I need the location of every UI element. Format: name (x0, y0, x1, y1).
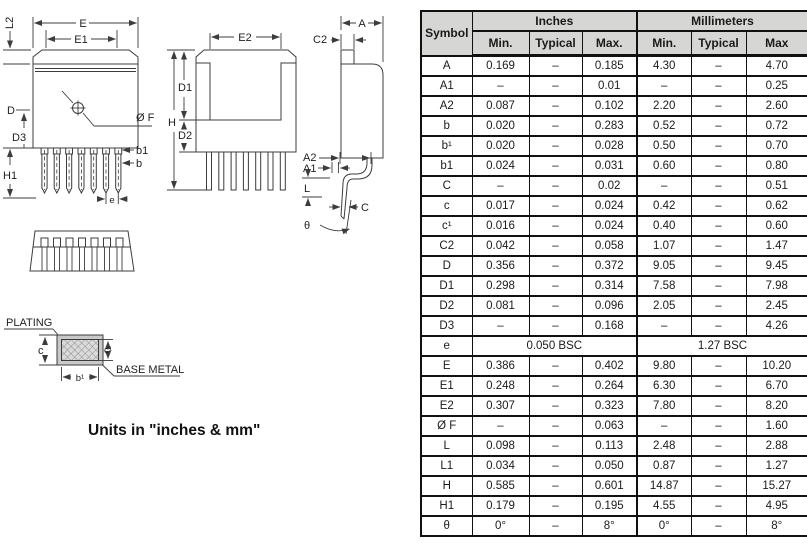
dimension-table (420, 10, 807, 537)
lead (268, 152, 273, 190)
value-cell: – (529, 176, 582, 196)
value-cell: – (637, 416, 691, 436)
symbol-cell: A2 (421, 96, 472, 116)
value-cell: – (529, 256, 582, 276)
table-row (421, 256, 807, 276)
value-cell: 0.042 (472, 236, 529, 256)
table-row (421, 236, 807, 256)
base-metal-label: BASE METAL (116, 364, 185, 376)
value-cell: 1.27 BSC (637, 336, 807, 356)
value-cell: 7.58 (637, 276, 691, 296)
lead (243, 152, 248, 190)
lead-cross-section (4, 317, 184, 384)
table-row (421, 116, 807, 136)
lead (231, 152, 236, 190)
front-tab (33, 50, 138, 64)
value-cell: 7.98 (746, 276, 807, 296)
value-cell: – (637, 76, 691, 96)
value-cell: 0.113 (582, 436, 637, 456)
symbol-cell: A1 (421, 76, 472, 96)
lead (53, 148, 60, 193)
value-cell: – (529, 116, 582, 136)
value-cell: 0.050 BSC (472, 336, 637, 356)
symbol-cell: A (421, 56, 472, 77)
label-D: D (7, 105, 15, 117)
symbol-cell: Ø F (421, 416, 472, 436)
inches-typical-header: Typical (529, 31, 582, 56)
value-cell: 1.07 (637, 236, 691, 256)
label-hole-diameter: Ø F (136, 112, 155, 124)
value-cell: – (529, 276, 582, 296)
value-cell: – (529, 56, 582, 77)
lead (219, 152, 224, 190)
value-cell: – (691, 256, 746, 276)
value-cell: 0.62 (746, 196, 807, 216)
lead (256, 152, 261, 190)
value-cell: 0.098 (472, 436, 529, 456)
symbol-cell: c (421, 196, 472, 216)
value-cell: 4.95 (746, 496, 807, 516)
table-row (421, 476, 807, 496)
value-cell: 0.02 (582, 176, 637, 196)
value-cell: – (691, 516, 746, 536)
value-cell: 0.081 (472, 296, 529, 316)
table-row (421, 436, 807, 456)
value-cell: 0.52 (637, 116, 691, 136)
bottom-body (30, 231, 134, 271)
table-row (421, 356, 807, 376)
label-c: c (38, 345, 44, 357)
mm-typical-header: Typical (691, 31, 746, 56)
value-cell: – (472, 176, 529, 196)
value-cell: – (529, 236, 582, 256)
value-cell: – (691, 176, 746, 196)
front-view (3, 15, 155, 206)
value-cell: – (529, 296, 582, 316)
label-E1: E1 (74, 34, 88, 46)
value-cell: 0.283 (582, 116, 637, 136)
label-L: L (304, 183, 311, 195)
value-cell: 0.42 (637, 196, 691, 216)
value-cell: – (691, 116, 746, 136)
value-cell: 0.020 (472, 136, 529, 156)
label-c1: c¹ (104, 345, 112, 356)
symbol-cell: L1 (421, 456, 472, 476)
lead-slot (66, 238, 73, 271)
front-leads (41, 148, 122, 193)
label-C: C (361, 202, 369, 214)
inches-max-header: Max. (582, 31, 637, 56)
table-row (421, 156, 807, 176)
symbol-cell: H1 (421, 496, 472, 516)
value-cell: – (529, 396, 582, 416)
value-cell: – (691, 196, 746, 216)
value-cell: 0.72 (746, 116, 807, 136)
value-cell: 0.60 (637, 156, 691, 176)
value-cell: – (691, 136, 746, 156)
label-D3: D3 (12, 132, 27, 144)
value-cell: – (529, 516, 582, 536)
table-row (421, 496, 807, 516)
table-header (421, 11, 807, 56)
value-cell: 8° (582, 516, 637, 536)
label-D2: D2 (178, 130, 193, 142)
value-cell: – (691, 276, 746, 296)
value-cell: – (691, 236, 746, 256)
value-cell: – (472, 316, 529, 336)
value-cell: 2.20 (637, 96, 691, 116)
value-cell: 0.87 (637, 456, 691, 476)
symbol-cell: e (421, 336, 472, 356)
value-cell: 9.80 (637, 356, 691, 376)
value-cell: 0.40 (637, 216, 691, 236)
symbol-cell: E1 (421, 376, 472, 396)
dimension-table-body (421, 56, 807, 537)
table-row (421, 56, 807, 77)
value-cell: – (529, 496, 582, 516)
table-row (421, 336, 807, 356)
label-b: b (136, 158, 143, 170)
value-cell: – (529, 416, 582, 436)
back-view (167, 29, 296, 190)
table-row (421, 76, 807, 96)
value-cell: – (637, 316, 691, 336)
bottom-lead-slots (41, 238, 123, 271)
symbol-cell: D1 (421, 276, 472, 296)
side-body (341, 64, 383, 158)
value-cell: 0.185 (582, 56, 637, 77)
value-cell: 0.356 (472, 256, 529, 276)
lead-slot (104, 238, 111, 271)
value-cell: 15.27 (746, 476, 807, 496)
value-cell: 0.402 (582, 356, 637, 376)
value-cell: – (691, 416, 746, 436)
value-cell: 0.063 (582, 416, 637, 436)
symbol-cell: c¹ (421, 216, 472, 236)
table-row (421, 456, 807, 476)
value-cell: – (529, 96, 582, 116)
label-A: A (358, 18, 366, 30)
value-cell: – (529, 136, 582, 156)
value-cell: – (529, 196, 582, 216)
front-body (33, 64, 138, 148)
value-cell: 4.30 (637, 56, 691, 77)
label-H: H (168, 117, 176, 129)
label-A1: A1 (303, 163, 317, 175)
lead (66, 148, 73, 193)
value-cell: 0.024 (472, 156, 529, 176)
value-cell: – (529, 356, 582, 376)
value-cell: 1.27 (746, 456, 807, 476)
value-cell: – (529, 476, 582, 496)
value-cell: 0.168 (582, 316, 637, 336)
value-cell: 0.050 (582, 456, 637, 476)
table-row (421, 416, 807, 436)
value-cell: 0.298 (472, 276, 529, 296)
back-leads (207, 152, 286, 190)
label-D1: D1 (178, 82, 193, 94)
value-cell: 0.024 (582, 216, 637, 236)
value-cell: 0.51 (746, 176, 807, 196)
value-cell: – (691, 436, 746, 456)
value-cell: 0.031 (582, 156, 637, 176)
value-cell: – (691, 356, 746, 376)
value-cell: 9.05 (637, 256, 691, 276)
value-cell: 4.26 (746, 316, 807, 336)
value-cell: – (691, 296, 746, 316)
value-cell: – (529, 376, 582, 396)
value-cell: 0.017 (472, 196, 529, 216)
label-E2: E2 (238, 32, 252, 44)
value-cell: – (529, 456, 582, 476)
value-cell: 0.60 (746, 216, 807, 236)
value-cell: 0.028 (582, 136, 637, 156)
value-cell: – (691, 316, 746, 336)
symbol-cell: D (421, 256, 472, 276)
value-cell: – (529, 76, 582, 96)
value-cell: – (691, 216, 746, 236)
value-cell: 6.70 (746, 376, 807, 396)
symbol-cell: θ (421, 516, 472, 536)
table-row (421, 276, 807, 296)
symbol-header: Symbol (421, 11, 472, 56)
lead (41, 148, 48, 193)
lead (90, 148, 97, 193)
value-cell: 6.30 (637, 376, 691, 396)
value-cell: 9.45 (746, 256, 807, 276)
value-cell: 0.034 (472, 456, 529, 476)
label-E: E (79, 18, 87, 30)
symbol-cell: b¹ (421, 136, 472, 156)
lead (280, 152, 285, 190)
inches-header: Inches (472, 11, 637, 31)
value-cell: 0.024 (582, 196, 637, 216)
value-cell: – (472, 76, 529, 96)
plating-label: PLATING (6, 317, 53, 329)
value-cell: – (691, 496, 746, 516)
symbol-cell: b (421, 116, 472, 136)
table-row (421, 176, 807, 196)
value-cell: – (691, 96, 746, 116)
value-cell: 0.601 (582, 476, 637, 496)
value-cell: 1.47 (746, 236, 807, 256)
lead-slot (91, 238, 98, 271)
mm-max-header: Max (746, 31, 807, 56)
value-cell: – (691, 76, 746, 96)
lead-slot (116, 238, 123, 271)
lead-slot (79, 238, 86, 271)
value-cell: 0.50 (637, 136, 691, 156)
value-cell: 0.386 (472, 356, 529, 376)
lead (78, 148, 85, 193)
value-cell: 4.70 (746, 56, 807, 77)
value-cell: 0° (637, 516, 691, 536)
label-e: e (109, 195, 115, 206)
symbol-cell: E (421, 356, 472, 376)
value-cell: – (472, 416, 529, 436)
value-cell: 0.096 (582, 296, 637, 316)
value-cell: – (691, 456, 746, 476)
value-cell: 0.314 (582, 276, 637, 296)
value-cell: 1.60 (746, 416, 807, 436)
label-L2: L2 (4, 16, 16, 29)
units-note: Units in "inches & mm" (88, 422, 261, 439)
value-cell: 14.87 (637, 476, 691, 496)
value-cell: 2.05 (637, 296, 691, 316)
value-cell: – (691, 156, 746, 176)
table-row (421, 136, 807, 156)
value-cell: 0.020 (472, 116, 529, 136)
table-row (421, 96, 807, 116)
value-cell: 0.102 (582, 96, 637, 116)
label-H1: H1 (3, 170, 18, 182)
millimeters-header: Millimeters (637, 11, 807, 31)
lead-slot (41, 238, 48, 271)
value-cell: 0.25 (746, 76, 807, 96)
table-row (421, 376, 807, 396)
value-cell: 2.88 (746, 436, 807, 456)
mm-min-header: Min. (637, 31, 691, 56)
label-theta: θ (304, 220, 311, 232)
table-row (421, 216, 807, 236)
value-cell: 8° (746, 516, 807, 536)
value-cell: 0.01 (582, 76, 637, 96)
table-row (421, 196, 807, 216)
value-cell: – (691, 376, 746, 396)
side-view (302, 15, 383, 234)
value-cell: 0.179 (472, 496, 529, 516)
value-cell: – (691, 396, 746, 416)
lead (207, 152, 212, 190)
value-cell: 0.80 (746, 156, 807, 176)
side-dimensions (302, 15, 383, 234)
table-row (421, 516, 807, 536)
symbol-cell: b1 (421, 156, 472, 176)
lead (103, 148, 110, 193)
value-cell: 0.264 (582, 376, 637, 396)
bottom-view (30, 231, 134, 271)
side-tab (341, 50, 354, 64)
value-cell: – (529, 216, 582, 236)
value-cell: – (529, 436, 582, 456)
back-recess (196, 63, 296, 120)
table-row (421, 296, 807, 316)
symbol-cell: H (421, 476, 472, 496)
symbol-cell: C (421, 176, 472, 196)
value-cell: 2.48 (637, 436, 691, 456)
value-cell: 0.195 (582, 496, 637, 516)
value-cell: 0.323 (582, 396, 637, 416)
value-cell: 0° (472, 516, 529, 536)
label-C2: C2 (313, 34, 328, 46)
label-A2: A2 (303, 152, 317, 164)
value-cell: 0.087 (472, 96, 529, 116)
value-cell: – (529, 316, 582, 336)
label-b1: b1 (136, 145, 149, 157)
symbol-cell: C2 (421, 236, 472, 256)
value-cell: 2.45 (746, 296, 807, 316)
value-cell: – (529, 156, 582, 176)
value-cell: 4.55 (637, 496, 691, 516)
value-cell: 10.20 (746, 356, 807, 376)
value-cell: 0.169 (472, 56, 529, 77)
value-cell: 0.058 (582, 236, 637, 256)
dimension-table-container (420, 10, 807, 537)
value-cell: – (691, 476, 746, 496)
value-cell: 2.60 (746, 96, 807, 116)
value-cell: 0.70 (746, 136, 807, 156)
value-cell: 8.20 (746, 396, 807, 416)
symbol-cell: D3 (421, 316, 472, 336)
table-row (421, 396, 807, 416)
symbol-cell: L (421, 436, 472, 456)
value-cell: 7.80 (637, 396, 691, 416)
inches-min-header: Min. (472, 31, 529, 56)
value-cell: 0.307 (472, 396, 529, 416)
value-cell: 0.585 (472, 476, 529, 496)
value-cell: – (691, 56, 746, 77)
label-b1-section: b¹ (75, 373, 85, 384)
value-cell: 0.372 (582, 256, 637, 276)
lead (115, 148, 122, 193)
symbol-cell: E2 (421, 396, 472, 416)
symbol-cell: D2 (421, 296, 472, 316)
value-cell: – (637, 176, 691, 196)
value-cell: 0.016 (472, 216, 529, 236)
table-row (421, 316, 807, 336)
value-cell: 0.248 (472, 376, 529, 396)
lead-slot (54, 238, 61, 271)
